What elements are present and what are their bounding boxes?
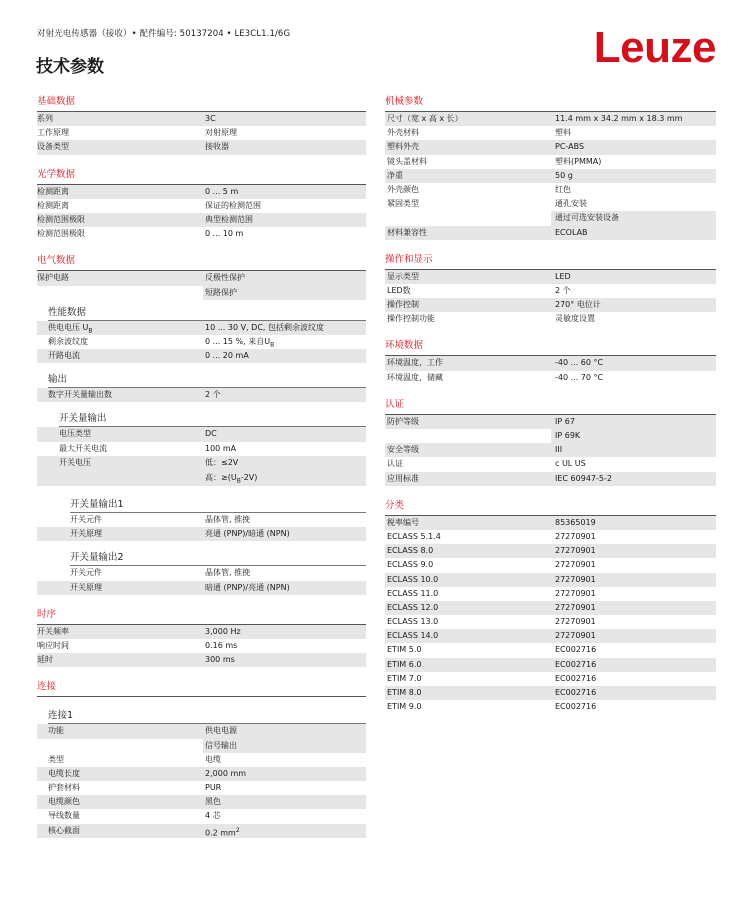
row-value: 27270901 [555, 602, 596, 612]
row-key: 供电电压 $U_B$ [48, 322, 93, 335]
row-key: 响应时间 [37, 640, 69, 650]
table-row [37, 335, 366, 349]
row-key: 开关原理 [70, 529, 102, 539]
table-row [385, 658, 716, 672]
table-row [385, 169, 716, 183]
row-value: 270° 电位计 [555, 300, 601, 310]
row-value: -40 ... 70 °C [555, 372, 604, 382]
row-key: ETIM 9.0 [387, 702, 422, 712]
row-value: 27270901 [555, 531, 596, 541]
row-value: 亮通 (PNP)/暗通 (NPN) [205, 529, 290, 539]
section-title-environment: 环境数据 [385, 340, 424, 352]
row-key: 电缆长度 [48, 768, 80, 778]
row-value: 27270901 [555, 574, 596, 584]
section-title-operation: 操作和显示 [385, 253, 433, 265]
table-row [37, 653, 366, 667]
environment-rows [385, 356, 716, 384]
row-value: EC002716 [555, 659, 597, 669]
table-row [385, 415, 716, 429]
row-key: 税率编号 [387, 517, 419, 527]
row-key: LED数 [387, 285, 411, 295]
table-row [385, 615, 716, 629]
table-row [385, 629, 716, 643]
table-row [385, 112, 716, 126]
row-key: 检测范围极限 [37, 229, 85, 239]
table-row [385, 601, 716, 615]
certification-rows [385, 443, 716, 486]
row-value: 短路保护 [205, 287, 237, 297]
row-value: 电缆 [205, 754, 221, 764]
row-key: 保护电路 [37, 273, 69, 283]
table-row [37, 753, 366, 767]
row-key: 延时 [37, 655, 53, 665]
row-value: 27270901 [555, 546, 596, 556]
row-value: 10 ... 30 V, DC, 包括剩余波纹度 [205, 322, 325, 332]
row-value: 黑色 [205, 797, 221, 807]
row-key: 检测距离 [37, 186, 69, 196]
table-row [385, 284, 716, 298]
section-divider [37, 696, 366, 697]
document-subtitle: 对射光电传感器（接收）• 配件编号: 50137204 • LE3CL1.1/6G [37, 29, 291, 39]
row-key: 数字开关量输出数 [48, 390, 112, 400]
row-key: 最大开关电流 [59, 443, 107, 453]
row-value: 通孔安装 [555, 199, 587, 209]
section-title-classification: 分类 [385, 499, 405, 511]
row-value: 晶体管, 推挽 [205, 515, 251, 524]
table-row [37, 767, 366, 781]
row-key: 环境温度，储藏 [387, 372, 443, 382]
row-value: 灵敏度设置 [555, 314, 595, 324]
table-row [385, 686, 716, 700]
row-key: 开关原理 [70, 582, 102, 592]
table-row [385, 558, 716, 572]
row-value: 0 ... 15 %, 来自$U_B$ [205, 336, 275, 349]
table-row [385, 544, 716, 558]
table-row [385, 270, 716, 284]
row-value: 塑料 [555, 128, 571, 138]
row-value: EC002716 [555, 702, 597, 712]
row-key: 紧固类型 [387, 199, 419, 209]
row-key: 防护等级 [387, 416, 419, 426]
subsection-performance: 性能数据 [48, 306, 87, 318]
row-key: 系列 [37, 114, 53, 123]
section-title-connection: 连接 [37, 681, 57, 693]
row-key: ETIM 7.0 [387, 673, 422, 683]
row-value: EC002716 [555, 688, 597, 697]
row-key: ECLASS 9.0 [387, 560, 434, 570]
row-value: 红色 [555, 184, 571, 194]
row-key: 电缆颜色 [48, 797, 80, 807]
row-key: 安全等级 [387, 445, 419, 455]
row-value: 接收器 [205, 142, 229, 152]
row-key: 设备类型 [37, 142, 69, 152]
subsection-output-2: 开关量输出2 [70, 552, 124, 564]
table-row [385, 672, 716, 686]
row-value: IEC 60947-5-2 [555, 473, 612, 483]
table-row [385, 443, 716, 457]
row-key: 尺寸（宽 x 高 x 长） [387, 114, 463, 123]
row-value: 27270901 [555, 631, 596, 641]
table-row [37, 809, 366, 823]
table-row [385, 643, 716, 657]
row-value: 塑料(PMMA) [555, 156, 602, 166]
row-value: -40 ... 60 °C [555, 358, 604, 368]
row-key: 开关元件 [70, 568, 102, 578]
row-value: 对射原理 [205, 128, 237, 138]
row-value: 0.16 ms [205, 640, 238, 650]
row-value: 100 mA [205, 443, 237, 453]
row-key: ECLASS 10.0 [387, 574, 439, 584]
operation-rows [385, 270, 716, 327]
row-value: 11.4 mm x 34.2 mm x 18.3 mm [555, 114, 683, 123]
row-value: 2,000 mm [205, 768, 247, 778]
row-value: 3C [205, 114, 216, 123]
row-value: 信号输出 [205, 740, 237, 750]
table-row [37, 388, 366, 402]
section-title-certification: 认证 [385, 398, 405, 410]
table-row [385, 197, 716, 211]
row-key: ECLASS 12.0 [387, 602, 439, 612]
row-value: DC [205, 429, 217, 439]
row-value: 27270901 [555, 617, 596, 627]
row-value: 2 个 [555, 285, 571, 295]
row-key: 开关电压 [59, 457, 91, 467]
subsection-outputs: 输出 [48, 374, 68, 386]
row-key: ECLASS 11.0 [387, 588, 439, 598]
row-value: 暗通 (PNP)/亮通 (NPN) [205, 582, 290, 592]
row-key: 导线数量 [48, 811, 80, 821]
row-key: 净重 [387, 170, 403, 180]
section-title-basic: 基础数据 [37, 96, 76, 107]
row-value: PUR [205, 783, 222, 793]
table-row [385, 429, 716, 443]
row-key: ETIM 8.0 [387, 688, 422, 697]
table-row [37, 581, 366, 595]
leuze-logo: Leuze [593, 23, 716, 72]
row-value: 高：$\ge(U_B-2V)$ [205, 473, 258, 485]
table-row [37, 781, 366, 795]
table-row [385, 140, 716, 154]
row-key: ECLASS 8.0 [387, 546, 434, 556]
table-row [37, 199, 366, 213]
row-key: 操作控制 [387, 300, 419, 310]
row-key: 功能 [48, 726, 64, 736]
row-key: 核心截面 [48, 825, 80, 835]
table-row [385, 587, 716, 601]
row-value: 反极性保护 [205, 273, 245, 283]
row-value: 供电电源 [205, 726, 237, 736]
row-value: LED [555, 271, 571, 281]
subsection-connection-1: 连接1 [48, 710, 74, 722]
row-value: 0.2 $mm^2$ [205, 826, 240, 838]
row-value: 典型检测范围 [205, 214, 253, 224]
row-key: ETIM 5.0 [387, 645, 422, 655]
table-row [385, 211, 716, 225]
row-key: 材料兼容性 [387, 227, 427, 237]
row-value: IP 69K [555, 431, 581, 440]
table-row [37, 213, 366, 227]
row-value: 85365019 [555, 517, 596, 527]
table-row [37, 321, 366, 335]
section-title-optical: 光学数据 [37, 168, 76, 180]
row-key: 开关频率 [37, 626, 69, 636]
row-key: ETIM 6.0 [387, 659, 422, 669]
section-title-electrical: 电气数据 [37, 255, 76, 267]
row-key: 检测距离 [37, 200, 69, 210]
table-row [37, 271, 366, 285]
table-row [385, 457, 716, 471]
table-row [385, 516, 716, 530]
subsection-switch-output: 开关量输出 [59, 413, 107, 425]
table-row [37, 427, 366, 441]
table-row [37, 513, 366, 527]
table-row [37, 185, 366, 199]
row-value: 27270901 [555, 560, 596, 570]
row-key: ECLASS 13.0 [387, 617, 439, 627]
row-value: 0 ... 10 m [205, 229, 244, 239]
row-value: ECOLAB [555, 227, 588, 237]
table-row [385, 226, 716, 240]
row-key: ECLASS 5.1.4 [387, 531, 441, 541]
left-column [37, 92, 366, 838]
row-value: 通过可选安装设备 [555, 213, 619, 223]
mechanical-rows [385, 112, 716, 197]
row-key: 认证 [387, 459, 403, 469]
optical-rows [37, 185, 366, 242]
row-value: III [555, 445, 563, 455]
row-key: 应用标准 [387, 473, 419, 483]
row-value: 50 g [555, 170, 573, 180]
table-row [385, 183, 716, 197]
row-value: EC002716 [555, 645, 597, 655]
row-key: 开关元件 [70, 515, 102, 524]
timing-rows [37, 625, 366, 668]
table-row [37, 639, 366, 653]
table-row [37, 724, 366, 738]
table-row [37, 227, 366, 241]
row-value: IP 67 [555, 416, 575, 426]
page-title: 技术参数 [36, 57, 104, 77]
row-key: 电压类型 [59, 429, 91, 439]
table-row [37, 824, 366, 838]
table-row [37, 349, 366, 363]
row-value: 4 芯 [205, 811, 221, 821]
row-value: 保证的检测范围 [205, 200, 261, 210]
row-key: 工作原理 [37, 128, 69, 138]
row-value: 2 个 [205, 390, 221, 400]
row-key: 操作控制功能 [387, 314, 435, 324]
table-row [385, 155, 716, 169]
table-row [385, 298, 716, 312]
table-row [37, 286, 366, 300]
row-key: 剩余波纹度 [48, 336, 88, 346]
table-row [37, 739, 366, 753]
table-row [37, 140, 366, 154]
row-key: 外壳颜色 [387, 184, 419, 194]
table-row [37, 470, 366, 486]
row-key: 塑料外壳 [387, 142, 419, 152]
table-row [385, 356, 716, 370]
row-key: 开路电流 [48, 351, 80, 361]
row-value: c UL US [555, 459, 586, 469]
table-row [385, 472, 716, 486]
table-row [385, 371, 716, 385]
right-column [385, 92, 716, 714]
table-row [37, 625, 366, 639]
row-key: 护套材料 [48, 783, 80, 793]
row-key: 镜头盖材料 [387, 156, 427, 166]
row-key: 检测范围极限 [37, 214, 85, 224]
row-value: 0 ... 5 m [205, 186, 239, 196]
row-key: 类型 [48, 754, 64, 764]
row-value: 3,000 Hz [205, 626, 241, 636]
table-row [37, 456, 366, 470]
table-row [385, 530, 716, 544]
table-row [37, 126, 366, 140]
table-row [385, 573, 716, 587]
row-value: 27270901 [555, 588, 596, 598]
table-row [385, 126, 716, 140]
classification-rows [385, 516, 716, 715]
row-key: 外壳材料 [387, 128, 419, 138]
connection-rows [37, 753, 366, 824]
table-row [37, 112, 366, 126]
section-title-timing: 时序 [37, 608, 57, 620]
subsection-output-1: 开关量输出1 [70, 499, 124, 510]
row-key: 显示类型 [387, 271, 419, 281]
section-title-mechanical: 机械参数 [385, 96, 424, 107]
table-row [385, 312, 716, 326]
table-row [37, 442, 366, 456]
row-value: 0 ... 20 mA [205, 351, 249, 361]
row-value: PC-ABS [555, 142, 585, 152]
table-row [37, 795, 366, 809]
table-row [37, 566, 366, 580]
row-value: 晶体管, 推挽 [205, 568, 251, 578]
row-value: 300 ms [205, 655, 235, 665]
row-key: 环境温度，工作 [387, 358, 443, 368]
row-value: EC002716 [555, 673, 597, 683]
row-key: ECLASS 14.0 [387, 631, 439, 641]
row-value: 低：≤2V [205, 457, 239, 467]
basic-rows [37, 112, 366, 155]
table-row [37, 527, 366, 541]
table-row [385, 700, 716, 714]
